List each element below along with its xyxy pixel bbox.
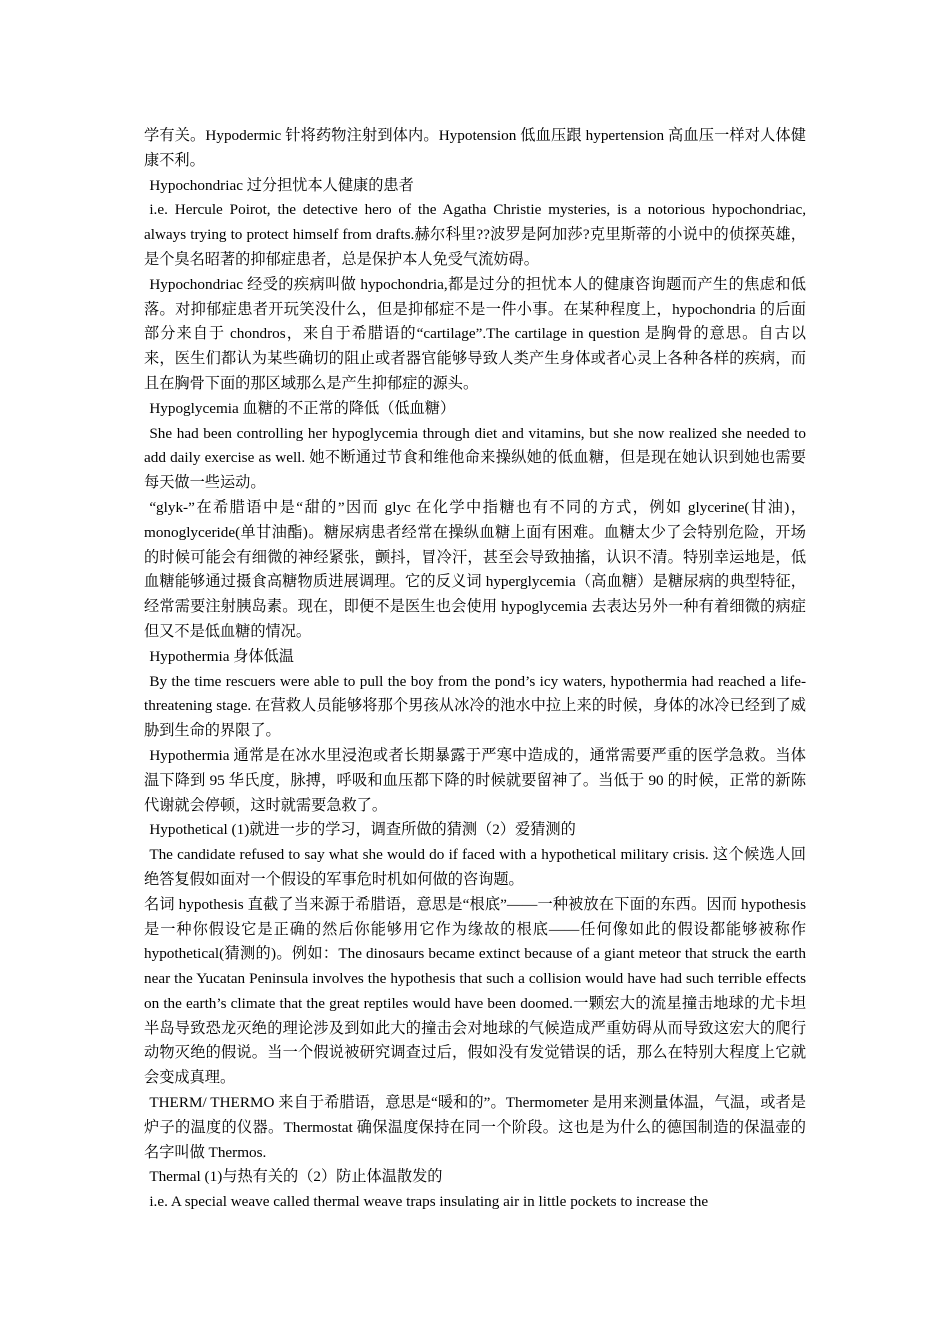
document-body <box>144 124 806 1215</box>
heading-hypochondriac: Hypochondriac 过分担忧本人健康的患者 <box>149 176 414 194</box>
heading-hypothetical: Hypothetical (1)就进一步的学习，调查所做的猜测（2）爱猜测的 <box>149 821 576 839</box>
paragraph-glyk: “glyk-”在希腊语中是“甜的”因而 glyc 在化学中指糖也有不同的方式，例如 glycerine(甘油)，monoglyceride(单甘油酯)。糖尿病患者经常在操纵血糖上面有困难。血糖太少了会特别危险，开场的时候可能会有细微的神经紧张，颤抖，冒冷汗，甚至会导致抽搐，认识不清。特别幸运地是，低血糖能够通过摄食高糖物质进展调理。它的反义词 hyperglycemia（高血糖）是糖尿病的典型特征，经常需要注射胰岛素。现在，即便不是医生也会使用 hypoglycemia 去表达另外一种有着细微的病症但又不是低血糖的情况。 <box>144 498 806 640</box>
heading-thermal: Thermal (1)与热有关的（2）防止体温散发的 <box>149 1168 443 1186</box>
heading-hypothermia: Hypothermia 身体低温 <box>149 647 294 665</box>
example-hypothermia: By the time rescuers were able to pull the boy from the pond’s icy waters, hypothermia had reached a life-threatening stage. 在营救人员能够将那个男孩从冰冷的池水中拉上来的时候，身体的冰冷已经到了威胁到生命的界限了。 <box>144 672 806 740</box>
paragraph-therm: THERM/ THERMO 来自于希腊语，意思是“暖和的”。Thermometer 是用来测量体温，气温，或者是炉子的温度的仪器。Thermostat 确保温度保持在同一个阶段。这也是为什么的德国制造的保温壶的名字叫做 Thermos. <box>144 1094 806 1161</box>
paragraph-hypodermic: 学有关。Hypodermic 针将药物注射到体内。Hypotension 低血压跟 hypertension 高血压一样对人体健康不利。 <box>144 127 806 169</box>
paragraph-hypothesis: 名词 hypothesis 直截了当来源于希腊语，意思是“根底”——一种被放在下面的东西。因而 hypothesis 是一种你假设它是正确的然后你能够用它作为缘故的根底——任何像如此的假设都能够被称作 hypothetical(猜测的)。例如：The dinosaurs became extinct because of a giant meteor that struck the earth near the Yucatan Peninsula involves the hypothesis that such a collision would have had such terrible effects on the earth’s climate that the great reptiles would have been doomed.一颗宏大的流星撞击地球的尤卡坦半岛导致恐龙灭绝的理论涉及到如此大的撞击会对地球的气候造成严重妨碍从而导致这宏大的爬行动物灭绝的假说。当一个假说被研究调查过后，假如没有发觉错误的话，那么在特别大程度上它就会变成真理。 <box>144 895 806 1087</box>
example-hypothetical: The candidate refused to say what she would do if faced with a hypothetical military crisis. 这个候选人回绝答复假如面对一个假设的军事危时机如何做的咨询题。 <box>144 846 806 888</box>
paragraph-hypochondria: Hypochondriac 经受的疾病叫做 hypochondria,都是过分的担忧本人的健康咨询题而产生的焦虑和低落。对抑郁症患者开玩笑没什么，但是抑郁症不是一件小事。在某种程度上，hypochondria 的后面部分来自于 chondros，来自于希腊语的“cartilage”.The cartilage in question 是胸骨的意思。自古以来，医生们都认为某些确切的阻止或者器官能够导致人类产生身体或者心灵上各种各样的疾病，而且在胸骨下面的那区域那么是产生抑郁症的源头。 <box>144 275 806 392</box>
heading-hypoglycemia: Hypoglycemia 血糖的不正常的降低（低血糖） <box>149 399 456 417</box>
example-hypoglycemia: She had been controlling her hypoglycemia through diet and vitamins, but she now realized she needed to add daily exercise as well. 她不断通过节食和维他命来操纵她的低血糖，但是现在她认识到她也需要每天做一些运动。 <box>144 424 806 492</box>
paragraph-hypothermia: Hypothermia 通常是在冰水里浸泡或者长期暴露于严寒中造成的，通常需要严重的医学急救。当体温下降到 95 华氏度，脉搏，呼吸和血压都下降的时候就要留神了。当低于 90 的时候，正常的新陈代谢就会停顿，这时就需要急救了。 <box>144 746 806 814</box>
example-thermal: i.e. A special weave called thermal weave traps insulating air in little pockets to increase the <box>149 1193 709 1211</box>
example-hypochondriac: i.e. Hercule Poirot, the detective hero of the Agatha Christie mysteries, is a notorious hypochondriac, always trying to protect himself from drafts.赫尔科里??波罗是阿加莎?克里斯蒂的小说中的侦探英雄，是个臭名昭著的抑郁症患者，总是保护本人免受气流妨碍。 <box>144 201 806 268</box>
